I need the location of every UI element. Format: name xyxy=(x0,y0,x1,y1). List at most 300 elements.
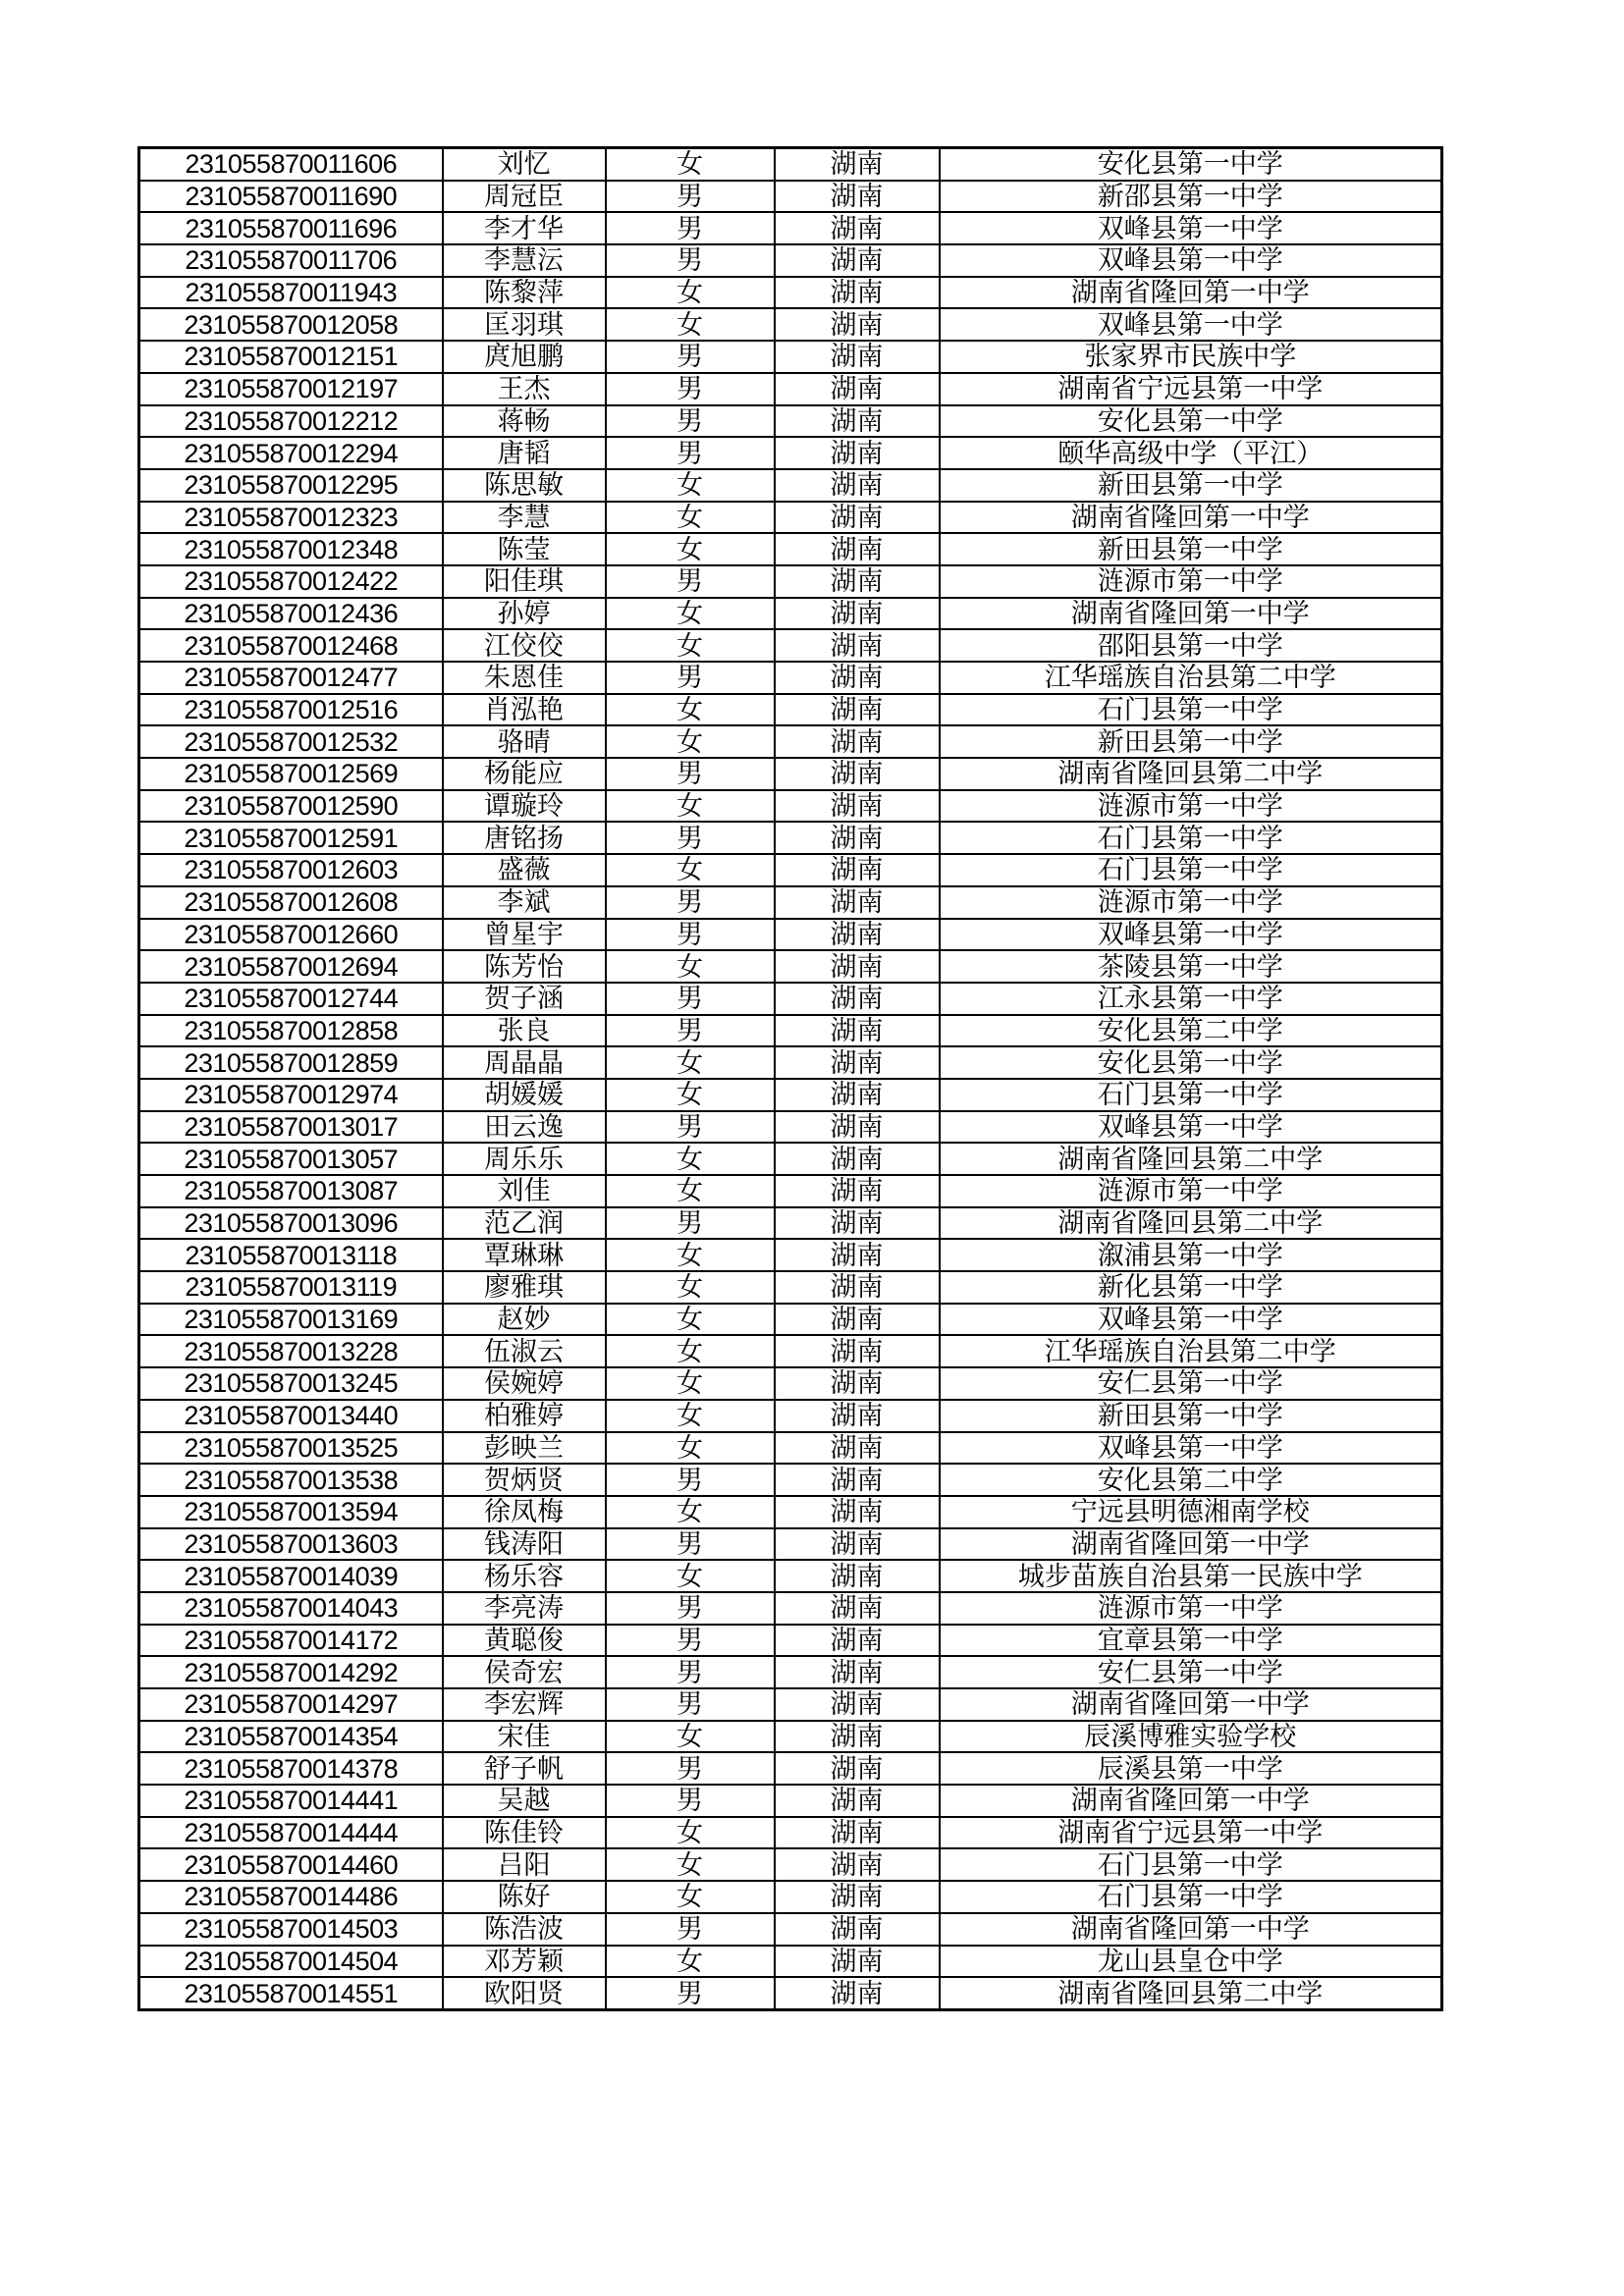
name-cell: 阳佳琪 xyxy=(443,565,606,598)
province-cell: 湖南 xyxy=(775,950,940,983)
school-cell: 新田县第一中学 xyxy=(940,725,1442,758)
province-cell: 湖南 xyxy=(775,598,940,630)
gender-cell: 男 xyxy=(606,1913,775,1946)
name-cell: 李慧沄 xyxy=(443,244,606,277)
table-row xyxy=(139,1175,1442,1207)
gender-cell: 男 xyxy=(606,1207,775,1240)
province-cell: 湖南 xyxy=(775,1881,940,1913)
candidate-id-cell: 231055870013228 xyxy=(139,1335,443,1367)
gender-cell: 女 xyxy=(606,308,775,341)
gender-cell: 男 xyxy=(606,341,775,373)
table-row xyxy=(139,148,1442,181)
school-cell: 茶陵县第一中学 xyxy=(940,950,1442,983)
province-cell: 湖南 xyxy=(775,629,940,662)
name-cell: 肖泓艳 xyxy=(443,694,606,726)
candidate-id-cell: 231055870014297 xyxy=(139,1688,443,1721)
name-cell: 范乙润 xyxy=(443,1207,606,1240)
candidate-id-cell: 231055870012058 xyxy=(139,308,443,341)
gender-cell: 女 xyxy=(606,1848,775,1881)
province-cell: 湖南 xyxy=(775,1207,940,1240)
candidate-id-cell: 231055870012294 xyxy=(139,437,443,469)
name-cell: 侯奇宏 xyxy=(443,1656,606,1688)
name-cell: 周冠臣 xyxy=(443,181,606,213)
province-cell: 湖南 xyxy=(775,502,940,534)
table-row xyxy=(139,341,1442,373)
gender-cell: 女 xyxy=(606,1817,775,1849)
table-row xyxy=(139,1239,1442,1271)
school-cell: 颐华高级中学（平江） xyxy=(940,437,1442,469)
school-cell: 湖南省隆回第一中学 xyxy=(940,1785,1442,1817)
candidate-id-cell: 231055870014292 xyxy=(139,1656,443,1688)
school-cell: 江永县第一中学 xyxy=(940,983,1442,1015)
province-cell: 湖南 xyxy=(775,1304,940,1336)
province-cell: 湖南 xyxy=(775,1143,940,1175)
student-list-table xyxy=(137,146,1443,2011)
gender-cell: 男 xyxy=(606,1592,775,1625)
table-row xyxy=(139,1560,1442,1592)
candidate-id-cell: 231055870012974 xyxy=(139,1079,443,1111)
table-row xyxy=(139,373,1442,405)
province-cell: 湖南 xyxy=(775,277,940,309)
province-cell: 湖南 xyxy=(775,1688,940,1721)
gender-cell: 女 xyxy=(606,1175,775,1207)
province-cell: 湖南 xyxy=(775,405,940,438)
gender-cell: 男 xyxy=(606,181,775,213)
province-cell: 湖南 xyxy=(775,1239,940,1271)
table-row xyxy=(139,790,1442,823)
table-row xyxy=(139,1946,1442,1978)
school-cell: 双峰县第一中学 xyxy=(940,1432,1442,1465)
name-cell: 刘忆 xyxy=(443,148,606,181)
gender-cell: 女 xyxy=(606,694,775,726)
gender-cell: 女 xyxy=(606,790,775,823)
candidate-id-cell: 231055870014486 xyxy=(139,1881,443,1913)
school-cell: 新田县第一中学 xyxy=(940,469,1442,502)
province-cell: 湖南 xyxy=(775,1946,940,1978)
candidate-id-cell: 231055870012151 xyxy=(139,341,443,373)
table-row xyxy=(139,1752,1442,1785)
school-cell: 双峰县第一中学 xyxy=(940,244,1442,277)
school-cell: 双峰县第一中学 xyxy=(940,212,1442,244)
gender-cell: 女 xyxy=(606,1560,775,1592)
name-cell: 黄聪俊 xyxy=(443,1625,606,1657)
province-cell: 湖南 xyxy=(775,565,940,598)
candidate-id-cell: 231055870014378 xyxy=(139,1752,443,1785)
candidate-id-cell: 231055870012477 xyxy=(139,662,443,694)
name-cell: 蒋畅 xyxy=(443,405,606,438)
table-row xyxy=(139,1367,1442,1400)
school-cell: 龙山县皇仓中学 xyxy=(940,1946,1442,1978)
name-cell: 欧阳贤 xyxy=(443,1977,606,2009)
school-cell: 双峰县第一中学 xyxy=(940,308,1442,341)
table-row xyxy=(139,854,1442,886)
gender-cell: 男 xyxy=(606,919,775,951)
province-cell: 湖南 xyxy=(775,1913,940,1946)
name-cell: 钱涛阳 xyxy=(443,1528,606,1561)
gender-cell: 女 xyxy=(606,1335,775,1367)
gender-cell: 男 xyxy=(606,1111,775,1144)
gender-cell: 男 xyxy=(606,758,775,790)
school-cell: 湖南省宁远县第一中学 xyxy=(940,373,1442,405)
name-cell: 江佼佼 xyxy=(443,629,606,662)
gender-cell: 男 xyxy=(606,886,775,919)
gender-cell: 女 xyxy=(606,277,775,309)
gender-cell: 女 xyxy=(606,1271,775,1304)
table-row xyxy=(139,983,1442,1015)
gender-cell: 男 xyxy=(606,1656,775,1688)
province-cell: 湖南 xyxy=(775,1560,940,1592)
table-row xyxy=(139,502,1442,534)
gender-cell: 男 xyxy=(606,822,775,854)
name-cell: 贺炳贤 xyxy=(443,1464,606,1496)
name-cell: 李慧 xyxy=(443,502,606,534)
candidate-id-cell: 231055870012323 xyxy=(139,502,443,534)
school-cell: 安仁县第一中学 xyxy=(940,1656,1442,1688)
candidate-id-cell: 231055870012516 xyxy=(139,694,443,726)
table-row xyxy=(139,1656,1442,1688)
table-row xyxy=(139,405,1442,438)
school-cell: 石门县第一中学 xyxy=(940,1881,1442,1913)
name-cell: 田云逸 xyxy=(443,1111,606,1144)
province-cell: 湖南 xyxy=(775,758,940,790)
school-cell: 张家界市民族中学 xyxy=(940,341,1442,373)
candidate-id-cell: 231055870012212 xyxy=(139,405,443,438)
gender-cell: 女 xyxy=(606,148,775,181)
table-row xyxy=(139,629,1442,662)
name-cell: 张良 xyxy=(443,1015,606,1047)
school-cell: 新田县第一中学 xyxy=(940,1400,1442,1432)
table-row xyxy=(139,950,1442,983)
school-cell: 湖南省隆回第一中学 xyxy=(940,277,1442,309)
candidate-id-cell: 231055870012422 xyxy=(139,565,443,598)
table-row xyxy=(139,1721,1442,1753)
candidate-id-cell: 231055870013245 xyxy=(139,1367,443,1400)
gender-cell: 男 xyxy=(606,1464,775,1496)
table-row xyxy=(139,886,1442,919)
school-cell: 石门县第一中学 xyxy=(940,1848,1442,1881)
candidate-id-cell: 231055870014441 xyxy=(139,1785,443,1817)
candidate-id-cell: 231055870012859 xyxy=(139,1046,443,1079)
gender-cell: 男 xyxy=(606,437,775,469)
gender-cell: 女 xyxy=(606,1881,775,1913)
table-row xyxy=(139,1881,1442,1913)
name-cell: 陈莹 xyxy=(443,533,606,565)
table-body xyxy=(139,148,1442,2010)
candidate-id-cell: 231055870012694 xyxy=(139,950,443,983)
candidate-id-cell: 231055870014504 xyxy=(139,1946,443,1978)
school-cell: 双峰县第一中学 xyxy=(940,919,1442,951)
gender-cell: 女 xyxy=(606,629,775,662)
school-cell: 宜章县第一中学 xyxy=(940,1625,1442,1657)
school-cell: 涟源市第一中学 xyxy=(940,565,1442,598)
candidate-id-cell: 231055870013169 xyxy=(139,1304,443,1336)
school-cell: 新化县第一中学 xyxy=(940,1271,1442,1304)
gender-cell: 男 xyxy=(606,405,775,438)
gender-cell: 男 xyxy=(606,373,775,405)
gender-cell: 男 xyxy=(606,1752,775,1785)
name-cell: 唐铭扬 xyxy=(443,822,606,854)
province-cell: 湖南 xyxy=(775,437,940,469)
name-cell: 徐凤梅 xyxy=(443,1496,606,1528)
table-row xyxy=(139,1528,1442,1561)
school-cell: 湖南省隆回县第二中学 xyxy=(940,758,1442,790)
school-cell: 辰溪博雅实验学校 xyxy=(940,1721,1442,1753)
province-cell: 湖南 xyxy=(775,1496,940,1528)
gender-cell: 男 xyxy=(606,1688,775,1721)
candidate-id-cell: 231055870012532 xyxy=(139,725,443,758)
candidate-id-cell: 231055870014551 xyxy=(139,1977,443,2009)
gender-cell: 女 xyxy=(606,502,775,534)
province-cell: 湖南 xyxy=(775,1785,940,1817)
gender-cell: 男 xyxy=(606,1015,775,1047)
name-cell: 陈浩波 xyxy=(443,1913,606,1946)
province-cell: 湖南 xyxy=(775,469,940,502)
province-cell: 湖南 xyxy=(775,1721,940,1753)
candidate-id-cell: 231055870013087 xyxy=(139,1175,443,1207)
school-cell: 城步苗族自治县第一民族中学 xyxy=(940,1560,1442,1592)
table-row xyxy=(139,1271,1442,1304)
school-cell: 安化县第二中学 xyxy=(940,1464,1442,1496)
school-cell: 涟源市第一中学 xyxy=(940,1175,1442,1207)
province-cell: 湖南 xyxy=(775,308,940,341)
table-row xyxy=(139,662,1442,694)
candidate-id-cell: 231055870014460 xyxy=(139,1848,443,1881)
province-cell: 湖南 xyxy=(775,1111,940,1144)
gender-cell: 女 xyxy=(606,1046,775,1079)
table-row xyxy=(139,565,1442,598)
table-row xyxy=(139,1785,1442,1817)
name-cell: 谭璇玲 xyxy=(443,790,606,823)
candidate-id-cell: 231055870013118 xyxy=(139,1239,443,1271)
candidate-id-cell: 231055870014039 xyxy=(139,1560,443,1592)
name-cell: 盛薇 xyxy=(443,854,606,886)
gender-cell: 女 xyxy=(606,1304,775,1336)
candidate-id-cell: 231055870013017 xyxy=(139,1111,443,1144)
school-cell: 新田县第一中学 xyxy=(940,533,1442,565)
province-cell: 湖南 xyxy=(775,1464,940,1496)
table-row xyxy=(139,919,1442,951)
candidate-id-cell: 231055870011706 xyxy=(139,244,443,277)
candidate-id-cell: 231055870012197 xyxy=(139,373,443,405)
school-cell: 湖南省隆回第一中学 xyxy=(940,1913,1442,1946)
school-cell: 湖南省隆回第一中学 xyxy=(940,1528,1442,1561)
province-cell: 湖南 xyxy=(775,1367,940,1400)
gender-cell: 女 xyxy=(606,950,775,983)
name-cell: 杨能应 xyxy=(443,758,606,790)
table-row xyxy=(139,533,1442,565)
table-row xyxy=(139,1079,1442,1111)
candidate-id-cell: 231055870014354 xyxy=(139,1721,443,1753)
gender-cell: 女 xyxy=(606,725,775,758)
candidate-id-cell: 231055870013525 xyxy=(139,1432,443,1465)
candidate-id-cell: 231055870014172 xyxy=(139,1625,443,1657)
province-cell: 湖南 xyxy=(775,725,940,758)
province-cell: 湖南 xyxy=(775,341,940,373)
gender-cell: 男 xyxy=(606,1528,775,1561)
name-cell: 陈好 xyxy=(443,1881,606,1913)
school-cell: 宁远县明德湘南学校 xyxy=(940,1496,1442,1528)
province-cell: 湖南 xyxy=(775,244,940,277)
candidate-id-cell: 231055870012603 xyxy=(139,854,443,886)
name-cell: 李亮涛 xyxy=(443,1592,606,1625)
table-row xyxy=(139,1432,1442,1465)
table-row xyxy=(139,1848,1442,1881)
name-cell: 陈黎萍 xyxy=(443,277,606,309)
name-cell: 柏雅婷 xyxy=(443,1400,606,1432)
gender-cell: 男 xyxy=(606,662,775,694)
gender-cell: 女 xyxy=(606,854,775,886)
province-cell: 湖南 xyxy=(775,1752,940,1785)
province-cell: 湖南 xyxy=(775,1400,940,1432)
candidate-id-cell: 231055870012436 xyxy=(139,598,443,630)
name-cell: 庹旭鹏 xyxy=(443,341,606,373)
school-cell: 湖南省隆回县第二中学 xyxy=(940,1207,1442,1240)
province-cell: 湖南 xyxy=(775,1432,940,1465)
school-cell: 双峰县第一中学 xyxy=(940,1304,1442,1336)
table-row xyxy=(139,1625,1442,1657)
province-cell: 湖南 xyxy=(775,1625,940,1657)
school-cell: 湖南省隆回第一中学 xyxy=(940,598,1442,630)
name-cell: 吕阳 xyxy=(443,1848,606,1881)
school-cell: 湖南省隆回第一中学 xyxy=(940,1688,1442,1721)
province-cell: 湖南 xyxy=(775,1848,940,1881)
table-row xyxy=(139,1496,1442,1528)
province-cell: 湖南 xyxy=(775,533,940,565)
gender-cell: 女 xyxy=(606,1239,775,1271)
school-cell: 江华瑶族自治县第二中学 xyxy=(940,1335,1442,1367)
gender-cell: 女 xyxy=(606,598,775,630)
candidate-id-cell: 231055870012591 xyxy=(139,822,443,854)
gender-cell: 男 xyxy=(606,212,775,244)
candidate-id-cell: 231055870014503 xyxy=(139,1913,443,1946)
name-cell: 李才华 xyxy=(443,212,606,244)
gender-cell: 男 xyxy=(606,565,775,598)
table-row xyxy=(139,1111,1442,1144)
name-cell: 贺子涵 xyxy=(443,983,606,1015)
table-row xyxy=(139,212,1442,244)
candidate-id-cell: 231055870011606 xyxy=(139,148,443,181)
gender-cell: 女 xyxy=(606,1721,775,1753)
province-cell: 湖南 xyxy=(775,822,940,854)
gender-cell: 女 xyxy=(606,533,775,565)
province-cell: 湖南 xyxy=(775,919,940,951)
province-cell: 湖南 xyxy=(775,1656,940,1688)
school-cell: 涟源市第一中学 xyxy=(940,1592,1442,1625)
school-cell: 石门县第一中学 xyxy=(940,1079,1442,1111)
school-cell: 安化县第二中学 xyxy=(940,1015,1442,1047)
name-cell: 李斌 xyxy=(443,886,606,919)
gender-cell: 女 xyxy=(606,1432,775,1465)
province-cell: 湖南 xyxy=(775,790,940,823)
name-cell: 孙婷 xyxy=(443,598,606,630)
table-row xyxy=(139,1143,1442,1175)
table-row xyxy=(139,1592,1442,1625)
candidate-id-cell: 231055870011943 xyxy=(139,277,443,309)
name-cell: 赵妙 xyxy=(443,1304,606,1336)
table-row xyxy=(139,1400,1442,1432)
province-cell: 湖南 xyxy=(775,1079,940,1111)
candidate-id-cell: 231055870012858 xyxy=(139,1015,443,1047)
candidate-id-cell: 231055870012348 xyxy=(139,533,443,565)
name-cell: 舒子帆 xyxy=(443,1752,606,1785)
gender-cell: 男 xyxy=(606,244,775,277)
gender-cell: 男 xyxy=(606,1977,775,2009)
table-row xyxy=(139,244,1442,277)
name-cell: 侯婉婷 xyxy=(443,1367,606,1400)
name-cell: 唐韬 xyxy=(443,437,606,469)
name-cell: 吴越 xyxy=(443,1785,606,1817)
school-cell: 石门县第一中学 xyxy=(940,822,1442,854)
name-cell: 覃琳琳 xyxy=(443,1239,606,1271)
candidate-id-cell: 231055870011696 xyxy=(139,212,443,244)
table-row xyxy=(139,1464,1442,1496)
school-cell: 邵阳县第一中学 xyxy=(940,629,1442,662)
table-row xyxy=(139,277,1442,309)
table-row xyxy=(139,598,1442,630)
candidate-id-cell: 231055870013538 xyxy=(139,1464,443,1496)
table-row xyxy=(139,725,1442,758)
school-cell: 湖南省隆回县第二中学 xyxy=(940,1143,1442,1175)
gender-cell: 女 xyxy=(606,1496,775,1528)
name-cell: 李宏辉 xyxy=(443,1688,606,1721)
table-row xyxy=(139,308,1442,341)
school-cell: 湖南省隆回县第二中学 xyxy=(940,1977,1442,2009)
province-cell: 湖南 xyxy=(775,181,940,213)
name-cell: 曾星宇 xyxy=(443,919,606,951)
province-cell: 湖南 xyxy=(775,1528,940,1561)
name-cell: 胡媛媛 xyxy=(443,1079,606,1111)
gender-cell: 女 xyxy=(606,1143,775,1175)
table-row xyxy=(139,694,1442,726)
gender-cell: 男 xyxy=(606,983,775,1015)
candidate-id-cell: 231055870012468 xyxy=(139,629,443,662)
school-cell: 辰溪县第一中学 xyxy=(940,1752,1442,1785)
province-cell: 湖南 xyxy=(775,1175,940,1207)
province-cell: 湖南 xyxy=(775,983,940,1015)
name-cell: 廖雅琪 xyxy=(443,1271,606,1304)
school-cell: 安仁县第一中学 xyxy=(940,1367,1442,1400)
candidate-id-cell: 231055870013057 xyxy=(139,1143,443,1175)
table-row xyxy=(139,1335,1442,1367)
name-cell: 匡羽琪 xyxy=(443,308,606,341)
name-cell: 刘佳 xyxy=(443,1175,606,1207)
candidate-id-cell: 231055870012660 xyxy=(139,919,443,951)
candidate-id-cell: 231055870012295 xyxy=(139,469,443,502)
province-cell: 湖南 xyxy=(775,854,940,886)
province-cell: 湖南 xyxy=(775,1977,940,2009)
school-cell: 安化县第一中学 xyxy=(940,1046,1442,1079)
table-row xyxy=(139,1977,1442,2009)
table-row xyxy=(139,1207,1442,1240)
name-cell: 邓芳颖 xyxy=(443,1946,606,1978)
name-cell: 朱恩佳 xyxy=(443,662,606,694)
school-cell: 涟源市第一中学 xyxy=(940,886,1442,919)
candidate-id-cell: 231055870014444 xyxy=(139,1817,443,1849)
province-cell: 湖南 xyxy=(775,373,940,405)
gender-cell: 女 xyxy=(606,1946,775,1978)
candidate-id-cell: 231055870013096 xyxy=(139,1207,443,1240)
school-cell: 双峰县第一中学 xyxy=(940,1111,1442,1144)
candidate-id-cell: 231055870013594 xyxy=(139,1496,443,1528)
school-cell: 湖南省宁远县第一中学 xyxy=(940,1817,1442,1849)
candidate-id-cell: 231055870014043 xyxy=(139,1592,443,1625)
gender-cell: 男 xyxy=(606,1785,775,1817)
candidate-id-cell: 231055870012744 xyxy=(139,983,443,1015)
name-cell: 陈思敏 xyxy=(443,469,606,502)
province-cell: 湖南 xyxy=(775,1046,940,1079)
school-cell: 涟源市第一中学 xyxy=(940,790,1442,823)
table-row xyxy=(139,1913,1442,1946)
